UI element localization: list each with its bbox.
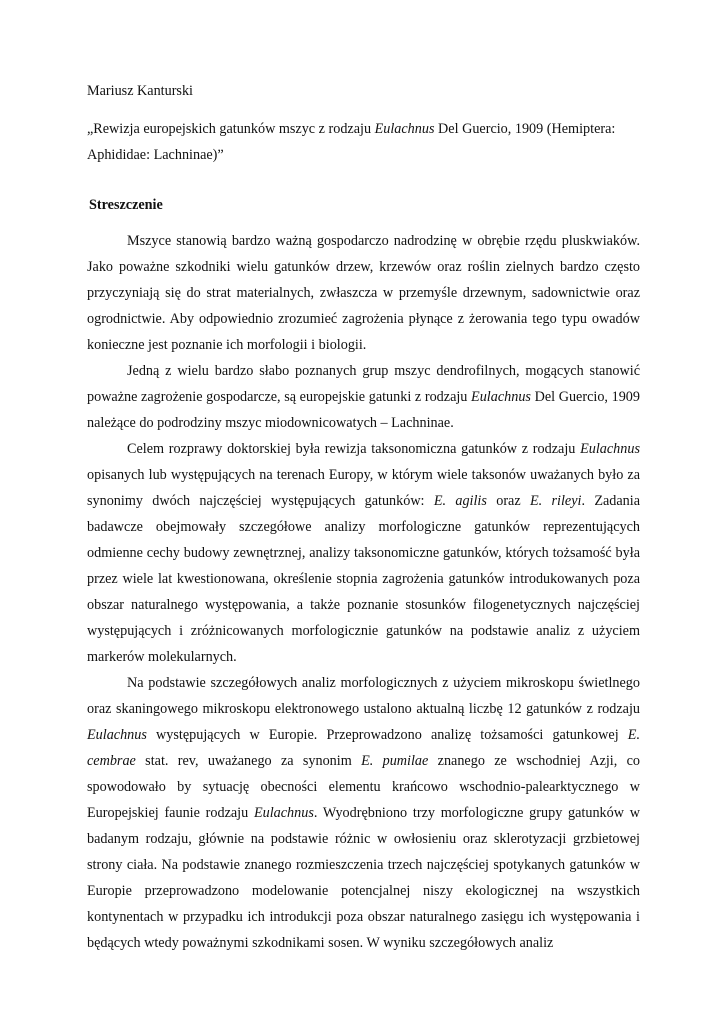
text-run: Del Guercio, 1909 należące do podrodziny mszyc miodownicowatych – Lachninae.	[87, 389, 640, 431]
abstract-paragraph-1	[87, 228, 640, 358]
italic-taxon-name: Eulachnus	[374, 121, 435, 137]
text-run: opisanych lub występujących na terenach Europy, w którym wiele taksonów uważanych było za synonimy dwóch najczęściej występujących gatunków:	[87, 467, 640, 509]
abstract-paragraph-2	[87, 358, 640, 436]
text-run: Mszyce stanowią bardzo ważną gospodarczo nadrodzinę w obrębie rzędu pluskwiaków. Jako poważne szkodniki wielu gatunków drzew, krzewów oraz roślin zielnych bardzo często przyczyniają się do strat materialnych, zwłaszcza w przemyśle drzewnym, sadownictwie oraz ogrodnictwie. Aby odpowiednio zrozumieć zagrożenia płynące z żerowania tego typu owadów konieczne jest poznanie ich morfologii i biologii.	[87, 233, 640, 353]
italic-taxon-name: E. cembrae	[87, 727, 640, 769]
text-run: występujących w Europie. Przeprowadzono analizę tożsamości gatunkowej	[146, 727, 628, 743]
italic-taxon-name: E. pumilae	[361, 753, 429, 769]
text-run: Celem rozprawy doktorskiej była rewizja taksonomiczna gatunków z rodzaju	[127, 441, 581, 457]
italic-taxon-name: E. rileyi	[529, 493, 582, 509]
section-heading: Streszczenie	[89, 197, 163, 213]
document-page	[87, 78, 640, 956]
italic-taxon-name: E. agilis	[433, 493, 487, 509]
text-run: oraz	[486, 493, 530, 509]
italic-taxon-name: Eulachnus	[580, 441, 640, 457]
text-run: . Wyodrębniono trzy morfologiczne grupy gatunków w badanym rodzaju, głównie na podstawie różnic w owłosieniu oraz sklerotyzacji grzbietowej strony ciała. Na podstawie znanego rozmieszczenia trzech najczęściej spotykanych gatunków w Europie przeprowadzono modelowanie potencjalnej niszy ekologicznej na wszystkich kontynentach w przypadku ich introdukcji poza obszar naturalnego zasięgu ich występowania i będących wtedy poważnymi szkodnikami sosen. W wyniku szczegółowych analiz	[87, 805, 640, 951]
abstract-paragraph-3	[87, 436, 640, 670]
author-name: Mariusz Kanturski	[87, 83, 193, 99]
text-run: Del Guercio, 1909 (Hemiptera: Aphididae: Lachninae)”	[87, 121, 616, 163]
abstract-paragraph-4	[87, 670, 640, 956]
text-run: stat. rev, uważanego za synonim	[135, 753, 362, 769]
italic-taxon-name: Eulachnus	[471, 389, 531, 405]
text-run: „Rewizja europejskich gatunków mszyc z rodzaju	[87, 121, 375, 137]
text-run: Jedną z wielu bardzo słabo poznanych grup mszyc dendrofilnych, mogących stanowić poważne zagrożenie gospodarcze, są europejskie gatunki z rodzaju	[87, 363, 640, 405]
text-run: znanego ze wschodniej Azji, co spowodowało by sytuację obecności elementu krańcowo wschodnio-palearktycznego w Europejskiej faunie rodzaju	[87, 753, 641, 821]
text-run: . Zadania badawcze obejmowały szczegółowe analizy morfologiczne gatunków reprezentujących odmienne cechy budowy zewnętrznej, analizy taksonomiczne gatunków, których tożsamość była przez wiele lat kwestionowana, określenie stopnia zagrożenia gatunków introdukowanych poza obszar naturalnego występowania, a także poznanie stosunków filogenetycznych najczęściej występujących i zróżnicowanych morfologicznie gatunków na podstawie analiz z użyciem markerów molekularnych.	[87, 493, 641, 665]
text-run: Na podstawie szczegółowych analiz morfologicznych z użyciem mikroskopu świetlnego oraz skaningowego mikroskopu elektronowego ustalono aktualną liczbę 12 gatunków z rodzaju	[87, 675, 640, 717]
italic-taxon-name: Eulachnus	[253, 805, 314, 821]
italic-taxon-name: Eulachnus	[87, 727, 147, 743]
thesis-title	[87, 116, 640, 168]
